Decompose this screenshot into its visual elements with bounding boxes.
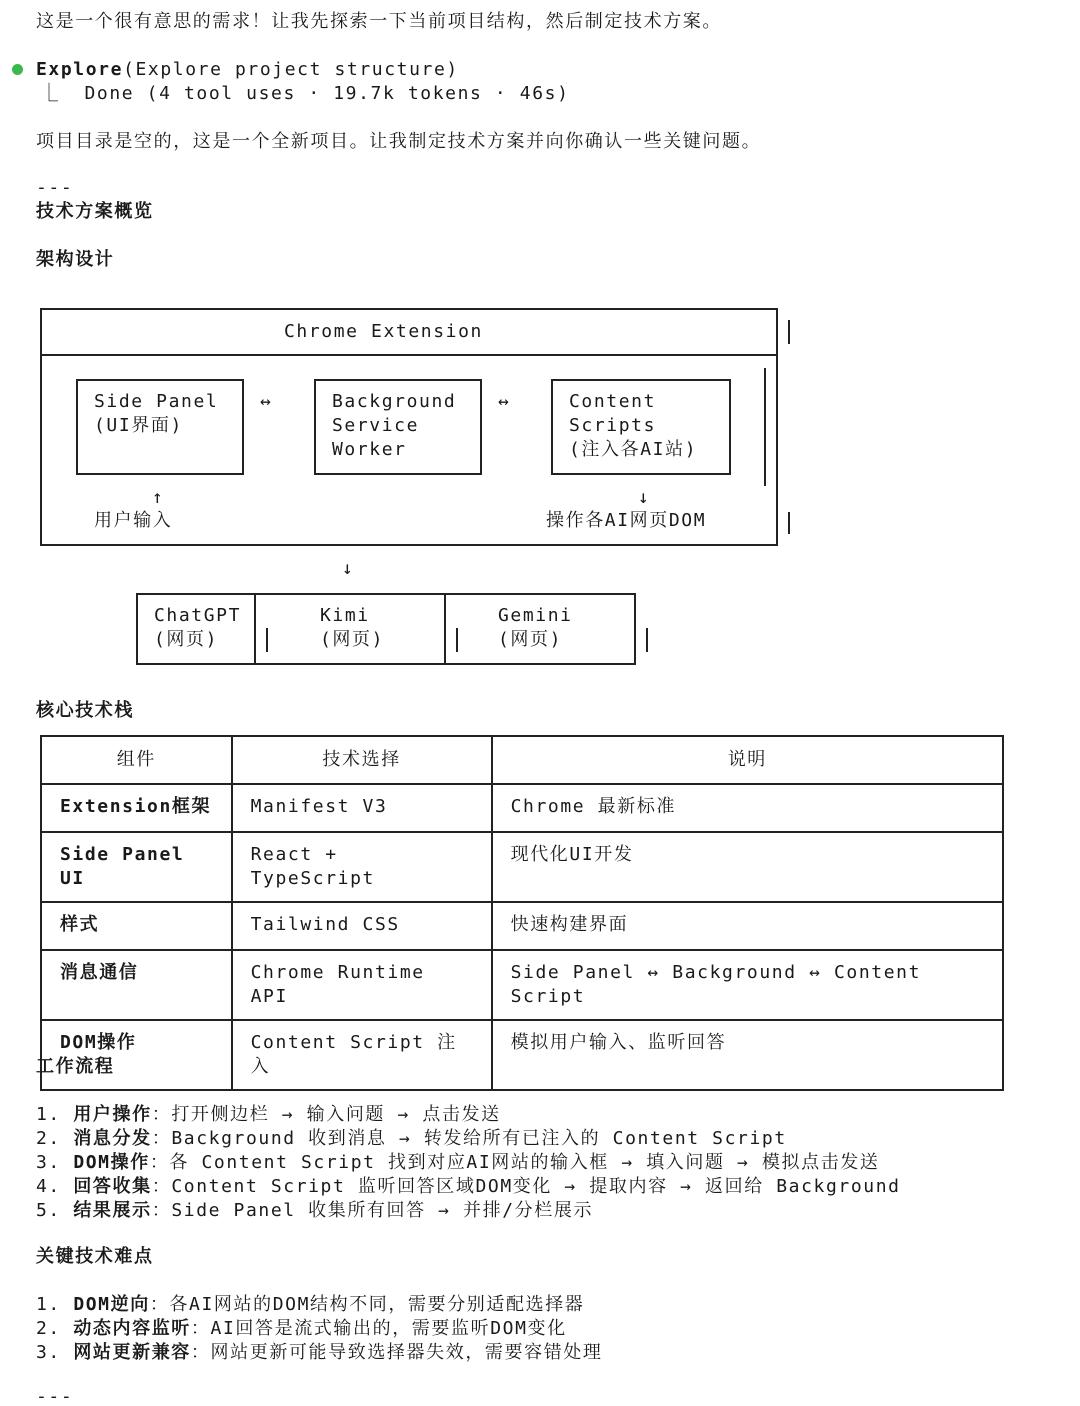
site-divider — [254, 593, 256, 665]
table-cell: Content Script 注入 — [232, 1020, 492, 1090]
table-cell: Tailwind CSS — [232, 902, 492, 950]
arrow-down-icon: ↓ — [638, 487, 651, 508]
rule-marker: --- — [36, 177, 74, 198]
bidirectional-arrow-icon: ↔ — [260, 391, 273, 412]
stack-heading: 核心技术栈 — [36, 700, 134, 721]
table-header: 组件 — [41, 736, 232, 784]
border-artifact — [788, 320, 790, 344]
tool-result: Done (4 tool uses · 19.7k tokens · 46s) — [84, 83, 570, 104]
table-cell: Chrome Runtime API — [232, 950, 492, 1020]
border-artifact — [764, 368, 766, 486]
tool-result-line — [40, 82, 570, 106]
border-artifact — [266, 628, 268, 652]
table-row — [41, 832, 1003, 902]
table-row — [41, 902, 1003, 950]
workflow-heading: 工作流程 — [36, 1056, 115, 1077]
background-worker-label: Background Service Worker — [332, 391, 457, 460]
table-header: 说明 — [492, 736, 1003, 784]
list-item: 3. 网站更新兼容：网站更新可能导致选择器失效，需要容错处理 — [36, 1342, 603, 1363]
status-dot-icon — [12, 64, 23, 75]
extension-title-divider — [40, 354, 778, 356]
side-panel-label: Side Panel (UI界面) — [94, 391, 219, 436]
border-artifact — [788, 512, 790, 534]
tool-call-line[interactable] — [36, 58, 459, 82]
tool-name: Explore — [36, 59, 124, 80]
bidirectional-arrow-icon: ↔ — [498, 391, 511, 412]
list-item: 2. 动态内容监听：AI回答是流式输出的，需要监听DOM变化 — [36, 1318, 567, 1339]
arrow-up-icon: ↑ — [152, 487, 165, 508]
table-cell: DOM操作 — [41, 1020, 232, 1090]
table-cell: 模拟用户输入、监听回答 — [492, 1020, 1003, 1090]
chatgpt-site-label: ChatGPT (网页) — [154, 605, 242, 650]
list-item: 5. 结果展示：Side Panel 收集所有回答 → 并排/分栏展示 — [36, 1200, 594, 1221]
table-cell: 快速构建界面 — [492, 902, 1003, 950]
table-cell: Side Panel UI — [41, 832, 232, 902]
table-row — [41, 1020, 1003, 1090]
intro-text: 这是一个很有意思的需求！让我先探索一下当前项目结构，然后制定技术方案。 — [36, 11, 722, 32]
tech-stack-table — [40, 735, 1004, 1091]
border-artifact — [776, 488, 778, 510]
site-divider — [444, 593, 446, 665]
table-cell: Chrome 最新标准 — [492, 784, 1003, 832]
table-header-row — [41, 736, 1003, 784]
tool-args: (Explore project structure) — [123, 59, 459, 80]
finding-text: 项目目录是空的，这是一个全新项目。让我制定技术方案并向你确认一些关键问题。 — [36, 131, 762, 152]
list-item: 1. DOM逆向：各AI网站的DOM结构不同，需要分别适配选择器 — [36, 1294, 585, 1315]
arrow-down-icon: ↓ — [342, 558, 355, 579]
difficulties-heading: 关键技术难点 — [36, 1246, 154, 1267]
table-cell: 现代化UI开发 — [492, 832, 1003, 902]
list-item: 1. 用户操作：打开侧边栏 → 输入问题 → 点击发送 — [36, 1104, 501, 1125]
result-branch-icon: ⎿ — [40, 83, 60, 104]
dom-ops-label: 操作各AI网页DOM — [546, 510, 707, 531]
table-cell: Side Panel ↔ Background ↔ Content Script — [492, 950, 1003, 1020]
table-cell: Extension框架 — [41, 784, 232, 832]
table-cell: 样式 — [41, 902, 232, 950]
list-item: 4. 回答收集：Content Script 监听回答区域DOM变化 → 提取内容 → 返回给 Background — [36, 1176, 901, 1197]
table-row — [41, 784, 1003, 832]
kimi-site-label: Kimi (网页) — [320, 605, 385, 650]
user-input-label: 用户输入 — [94, 510, 173, 531]
arch-heading: 架构设计 — [36, 249, 115, 270]
table-cell: Manifest V3 — [232, 784, 492, 832]
border-artifact — [456, 628, 458, 652]
extension-title: Chrome Extension — [284, 321, 483, 342]
table-header: 技术选择 — [232, 736, 492, 784]
table-cell: React + TypeScript — [232, 832, 492, 902]
table-row — [41, 950, 1003, 1020]
list-item: 3. DOM操作：各 Content Script 找到对应AI网站的输入框 → 填入问题 → 模拟点击发送 — [36, 1152, 880, 1173]
table-cell: 消息通信 — [41, 950, 232, 1020]
gemini-site-label: Gemini (网页) — [498, 605, 573, 650]
rule-marker: --- — [36, 1386, 74, 1406]
border-artifact — [646, 628, 648, 652]
list-item: 2. 消息分发：Background 收到消息 → 转发给所有已注入的 Content Script — [36, 1128, 787, 1149]
overview-heading: 技术方案概览 — [36, 201, 154, 222]
content-scripts-label: Content Scripts (注入各AI站) — [569, 391, 698, 460]
